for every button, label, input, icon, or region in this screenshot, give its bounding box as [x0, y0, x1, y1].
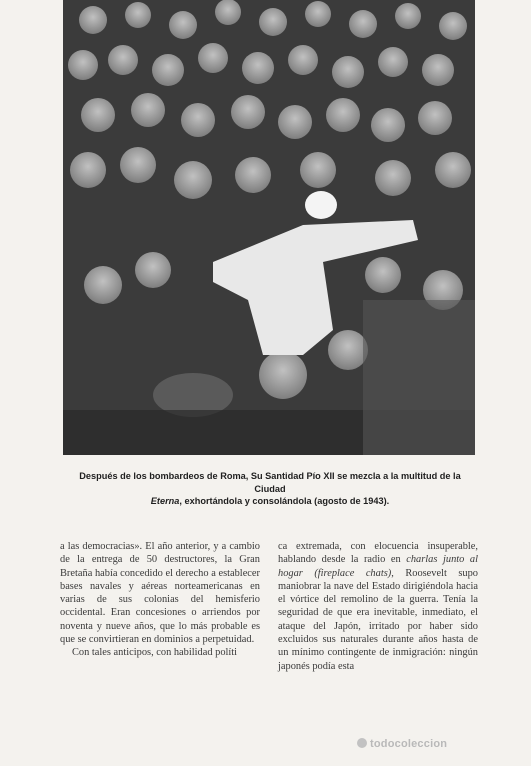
right-text-2: , Roosevelt supo maniobrar la nave del Estado dirigiéndola hacia el vórtice del remolino de la guerra. Tenía la seguridad de que era inevitable, inmediato, el ataque del Japón, irritado por haber sido excluidos sus naturales durante años hasta de un mínimo contingente de inmigración: ningún japonés podía esta	[278, 567, 478, 672]
photo-caption	[63, 470, 477, 508]
photo-pope-crowd	[63, 0, 475, 455]
left-paragraph-1: a las democracias». El año anterior, y a cambio de la entrega de 50 destructores, la Gran Bretaña había concedido el derecho a establecer bases navales y aéreas norteamericanas en varias de sus colonias del hemisferio occidental. Eran concesiones o arriendos por noventa y nueve años, que lo más probable es que se convirtieran en dominios a perpetuidad.	[60, 541, 260, 646]
photo-image	[63, 0, 475, 455]
right-paragraph	[278, 540, 478, 673]
watermark-text: todocoleccion	[370, 738, 448, 750]
right-column	[278, 540, 478, 673]
caption-eterna: Eterna	[150, 496, 180, 506]
watermark-logo-icon	[357, 738, 367, 748]
left-paragraph-2: Con tales anticipos, con habilidad políti	[72, 647, 238, 659]
watermark	[357, 738, 447, 750]
right-text-italic: charlas junto al hogar (fireplace chats)	[278, 554, 479, 579]
caption-line-2: , exhortándola y consolándola (agosto de 1943).	[179, 496, 390, 506]
right-text-1: ca extremada, con elocuencia insuperable, hablando desde la radio en	[278, 541, 478, 566]
caption-line-1: Después de los bombardeos de Roma, Su Santidad Pío XII se mezcla a la multitud de la Ciudad	[79, 471, 461, 494]
left-column	[60, 540, 260, 660]
